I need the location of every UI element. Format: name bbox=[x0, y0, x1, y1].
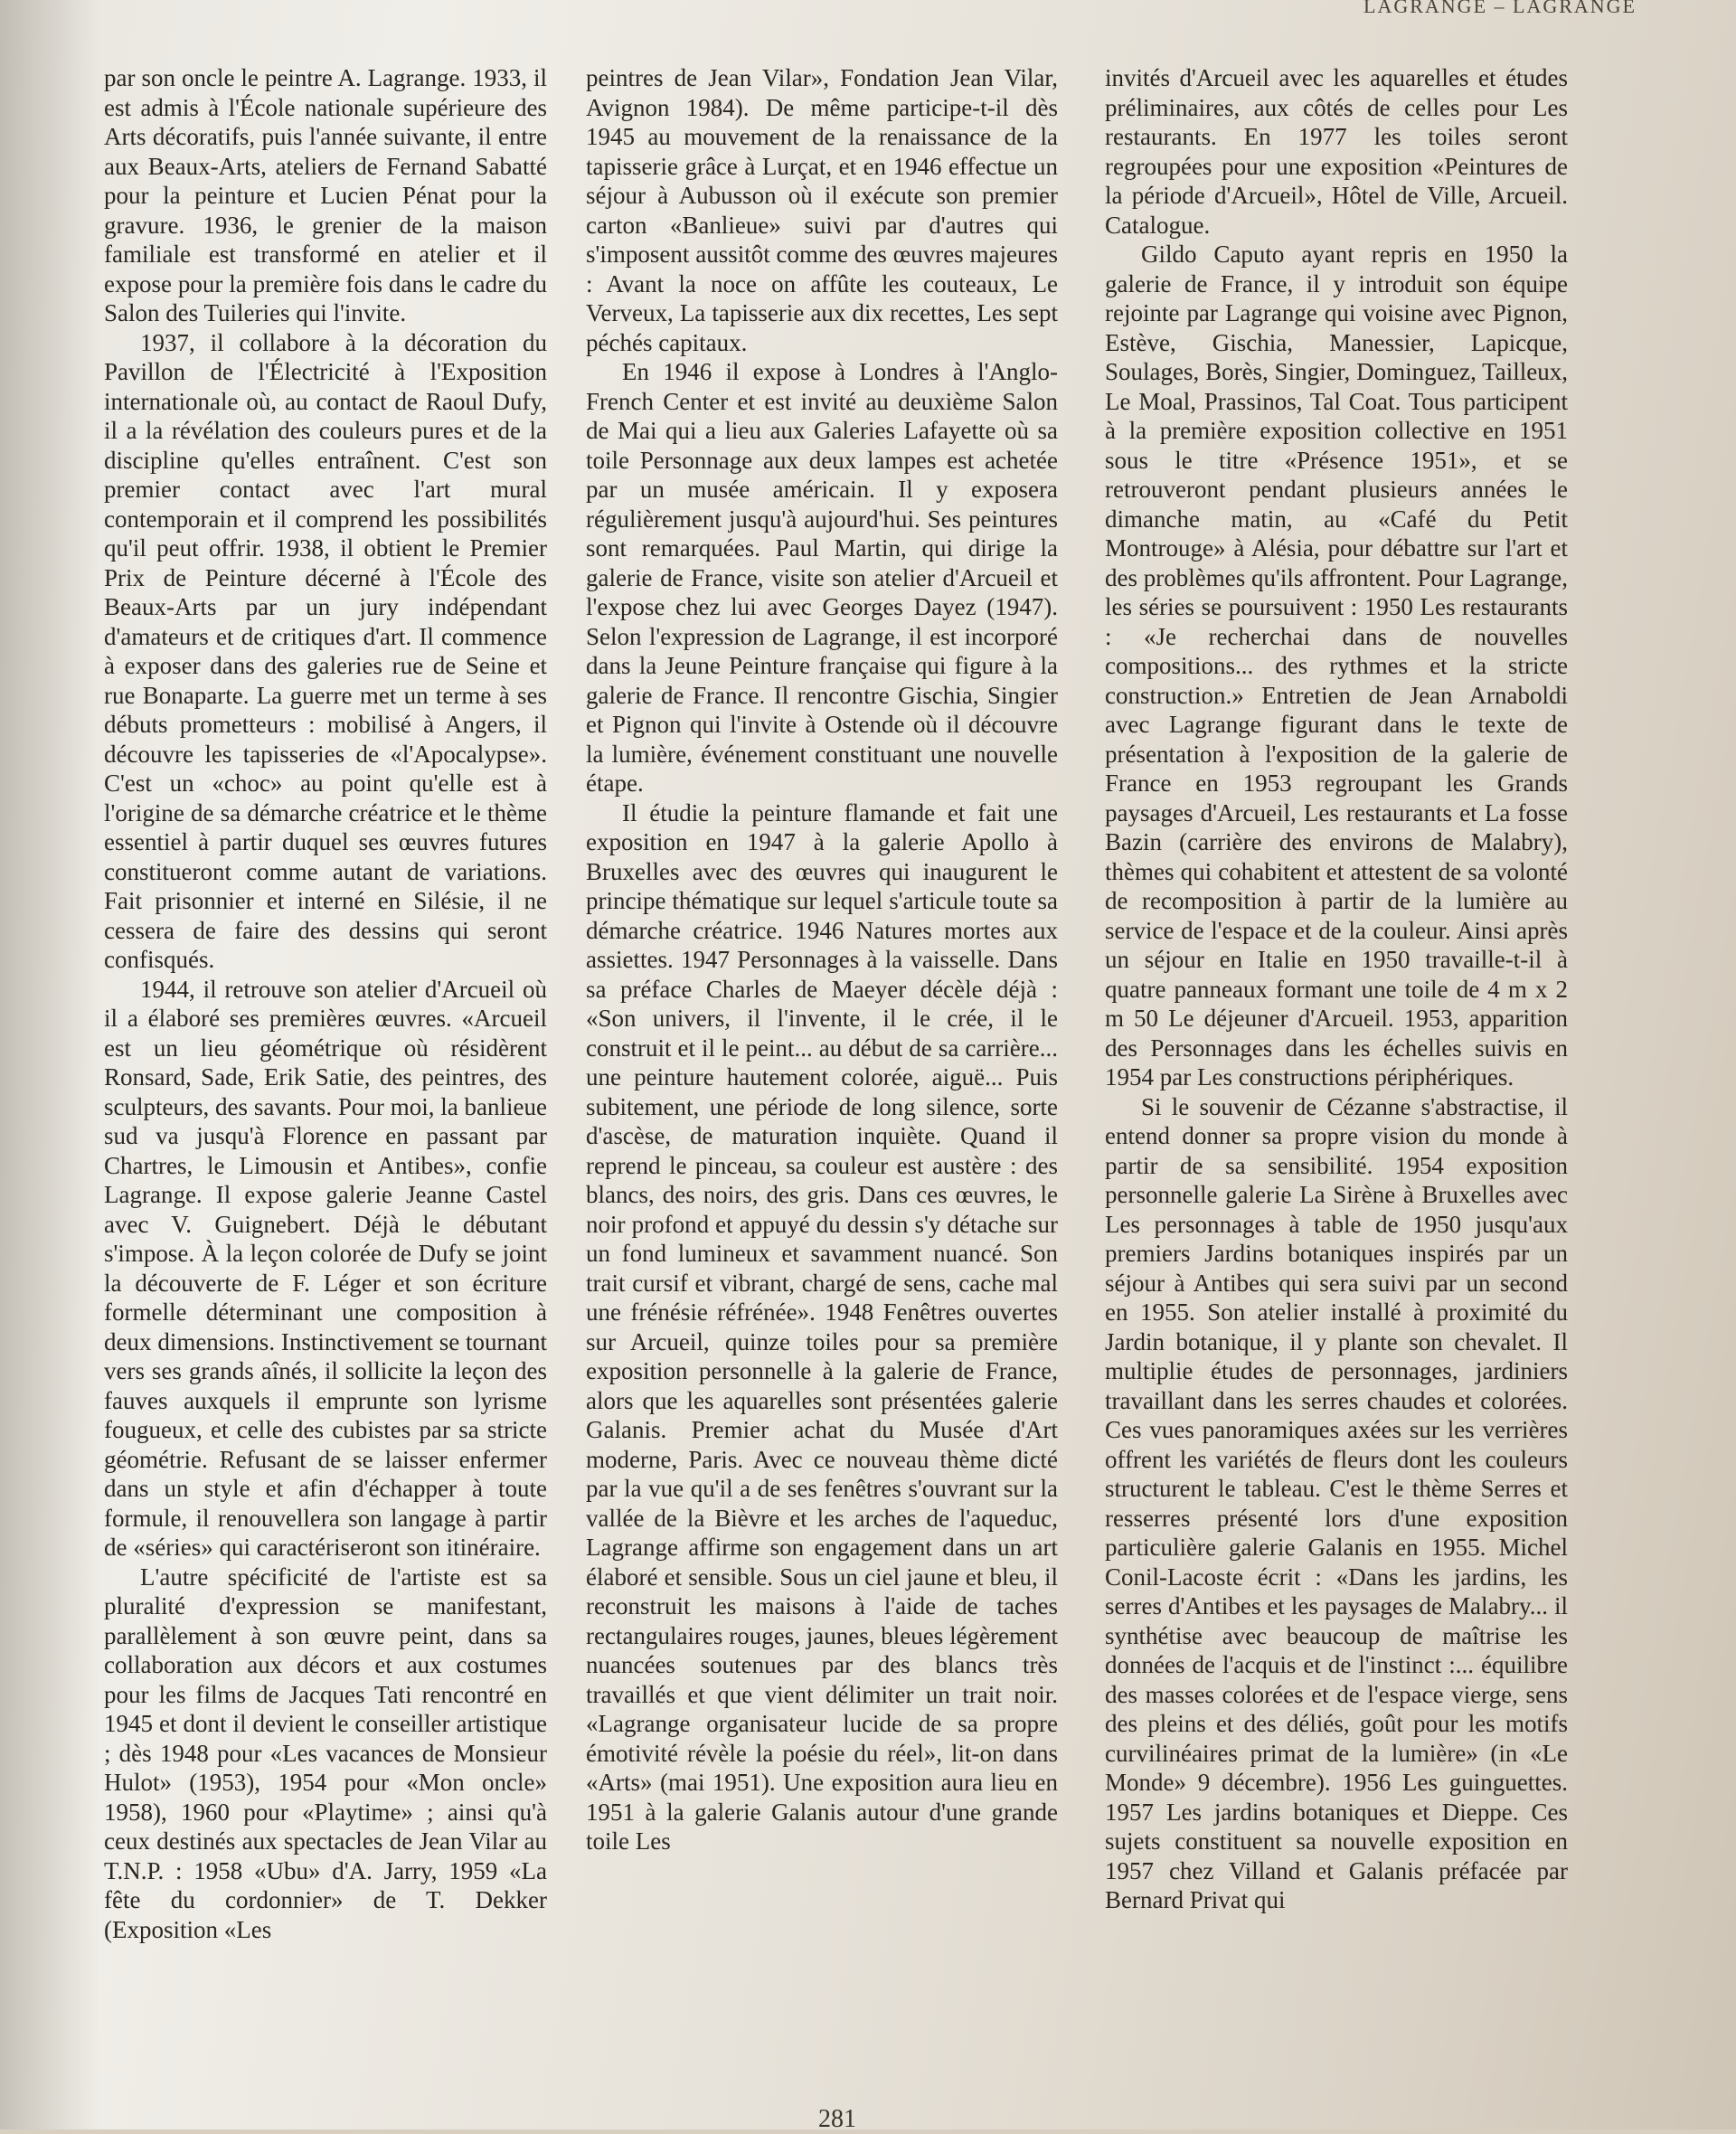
paragraph: peintres de Jean Vilar», Fondation Jean Vilar, Avignon 1984). De même participe-t-il dès 1945 au mouvement de la renaissance de la tapisserie grâce à Lurçat, et en 1946 effectue un séjour à Aubusson où il exécute son premier carton «Banlieue» suivi par d'autres qui s'imposent aussitôt comme des œuvres majeures : Avant la noce on affûte les couteaux, Le Verveux, La tapisserie aux dix recettes, Les sept péchés capitaux. bbox=[586, 64, 1058, 356]
text-column-2 bbox=[586, 63, 1058, 1856]
paragraph: par son oncle le peintre A. Lagrange. 1933, il est admis à l'École nationale supérieure des Arts décoratifs, puis l'année suivante, il entre aux Beaux-Arts, ateliers de Fernand Sabatté pour la peinture et Lucien Pénat pour la gravure. 1936, le grenier de la maison familiale est transformé en atelier et il expose pour la première fois dans le cadre du Salon des Tuileries qui l'invite. bbox=[104, 64, 547, 326]
running-head: LAGRANGE – LAGRANGE bbox=[1363, 0, 1637, 17]
paragraph: Il étudie la peinture flamande et fait une exposition en 1947 à la galerie Apollo à Bruxelles avec des œuvres qui inaugurent le principe thématique sur lequel s'articule toute sa démarche créatrice. 1946 Natures mortes aux assiettes. 1947 Personnages à la vaisselle. Dans sa préface Charles de Maeyer décèle déjà : «Son univers, il l'invente, il le crée, il le construit et il le peint... au début de sa carrière... une peinture hautement colorée, aiguë... Puis subitement, une période de long silence, sorte d'ascèse, de maturation inquiète. Quand il reprend le pinceau, sa couleur est austère : des blancs, des noirs, des gris. Dans ces œuvres, le noir profond et appuyé du dessin s'y détache sur un fond lumineux et savamment nuancé. Son trait cursif et vibrant, chargé de sens, cache mal une frénésie réfrénée». 1948 Fenêtres ouvertes sur Arcueil, quinze toiles pour sa première exposition personnelle à la galerie de France, alors que les aquarelles sont présentées galerie Galanis. Premier achat du Musée d'Art moderne, Paris. Avec ce nouveau thème dicté par la vue qu'il a de ses fenêtres s'ouvrant sur la vallée de la Bièvre et les arches de l'aqueduc, Lagrange affirme son engagement dans un art élaboré et sensible. Sous un ciel jaune et bleu, il reconstruit les maisons à l'aide de taches rectangulaires rouges, jaunes, bleues légèrement nuancées soutenues par des blancs très travaillés et que vient délimiter un trait noir. «Lagrange organisateur lucide de sa propre émotivité révèle la poésie du réel», lit-on dans «Arts» (mai 1951). Une exposition aura lieu en 1951 à la galerie Galanis autour d'une grande toile Les bbox=[586, 798, 1058, 1855]
paragraph: Gildo Caputo ayant repris en 1950 la galerie de France, il y introduit son équipe rejointe par Lagrange qui voisine avec Pignon, Estève, Gischia, Manessier, Lapicque, Soulages, Borès, Singier, Dominguez, Tailleux, Le Moal, Prassinos, Tal Coat. Tous participent à la première exposition collective en 1951 sous le titre «Présence 1951», et se retrouveront pendant plusieurs années le dimanche matin, au «Café du Petit Montrouge» à Alésia, pour débattre sur l'art et des problèmes qu'ils affrontent. Pour Lagrange, les séries se poursuivent : 1950 Les restaurants : «Je recherchai dans de nouvelles compositions... des rythmes et la stricte construction.» Entretien de Jean Arnaboldi avec Lagrange figurant dans le texte de présentation à l'exposition de la galerie de France en 1953 regroupant les Grands paysages d'Arcueil, Les restaurants et La fosse Bazin (carrière des environs de Malabry), thèmes qui cohabitent et attestent de sa volonté de recomposition à partir de la lumière au service de l'espace et de la couleur. Ainsi après un séjour en Italie en 1950 travaille-t-il à quatre panneaux formant une toile de 4 m x 2 m 50 Le déjeuner d'Arcueil. 1953, apparition des Personnages dans les échelles suivis en 1954 par Les constructions périphériques. bbox=[1105, 241, 1568, 1091]
page-gutter-shadow bbox=[0, 0, 99, 2129]
text-column-3 bbox=[1105, 63, 1568, 1915]
paragraph: 1944, il retrouve son atelier d'Arcueil où il a élaboré ses premières œuvres. «Arcueil est un lieu géométrique où résidèrent Ronsard, Sade, Erik Satie, des peintres, des sculpteurs, des savants. Pour moi, la banlieue sud va jusqu'à Florence en passant par Chartres, le Limousin et Antibes», confie Lagrange. Il expose galerie Jeanne Castel avec V. Guignebert. Déjà le débutant s'impose. À la leçon colorée de Dufy se joint la découverte de F. Léger et son écriture formelle déterminant une composition à deux dimensions. Instinctivement se tournant vers ses grands aînés, il sollicite la leçon des fauves auxquels il emprunte son lyrisme fougueux, et celle des cubistes par sa stricte géométrie. Refusant de se laisser enfermer dans un style et afin d'échapper à toute formule, il renouvellera son langage à partir de «séries» qui caractériseront son itinéraire. bbox=[104, 975, 547, 1561]
paragraph: En 1946 il expose à Londres à l'Anglo-French Center et est invité au deuxième Salon de Mai qui a lieu aux Galeries Lafayette où sa toile Personnage aux deux lampes est achetée par un musée américain. Il y exposera régulièrement jusqu'à aujourd'hui. Ses peintures sont remarquées. Paul Martin, qui dirige la galerie de France, visite son atelier d'Arcueil et l'expose chez lui avec Georges Dayez (1947). Selon l'expression de Lagrange, il est incorporé dans la Jeune Peinture française qui figure à la galerie de France. Il rencontre Gischia, Singier et Pignon qui l'invite à Ostende où il découvre la lumière, événement constituant une nouvelle étape. bbox=[586, 358, 1058, 797]
paragraph: 1937, il collabore à la décoration du Pavillon de l'Électricité à l'Exposition internationale où, au contact de Raoul Dufy, il a la révélation des couleurs pures et de la discipline qu'elles entraînent. C'est son premier contact avec l'art mural contemporain et il comprend les possibilités qu'il peut offrir. 1938, il obtient le Premier Prix de Peinture décerné à l'École des Beaux-Arts par un jury indépendant d'amateurs et de critiques d'art. Il commence à exposer dans des galeries rue de Seine et rue Bonaparte. La guerre met un terme à ses débuts prometteurs : mobilisé à Angers, il découvre les tapisseries de «l'Apocalypse». C'est un «choc» au point qu'elle est à l'origine de sa démarche créatrice et le thème essentiel à partir duquel ses œuvres futures constitueront comme autant de variations. Fait prisonnier et interné en Silésie, il ne cessera de faire des dessins qui seront confisqués. bbox=[104, 328, 547, 973]
text-column-1 bbox=[104, 63, 547, 1944]
paragraph: L'autre spécificité de l'artiste est sa pluralité d'expression se manifestant, parallèlement à son œuvre peint, dans sa collaboration aux décors et aux costumes pour les films de Jacques Tati rencontré en 1945 et dont il devient le conseiller artistique ; dès 1948 pour «Les vacances de Monsieur Hulot» (1953), 1954 pour «Mon oncle» 1958), 1960 pour «Playtime» ; ainsi qu'à ceux destinés aux spectacles de Jean Vilar au T.N.P. : 1958 «Ubu» d'A. Jarry, 1959 «La fête du cordonnier» de T. Dekker (Exposition «Les bbox=[104, 1563, 547, 1943]
paragraph: invités d'Arcueil avec les aquarelles et études préliminaires, aux côtés de celles pour Les restaurants. En 1977 les toiles seront regroupées pour une exposition «Peintures de la période d'Arcueil», Hôtel de Ville, Arcueil. Catalogue. bbox=[1105, 64, 1568, 239]
paragraph: Si le souvenir de Cézanne s'abstractise, il entend donner sa propre vision du monde à partir de sa sensibilité. 1954 exposition personnelle galerie La Sirène à Bruxelles avec Les personnages à table de 1950 jusqu'aux premiers Jardins botaniques inspirés par un séjour à Antibes qui sera suivi par un second en 1955. Son atelier installé à proximité du Jardin botanique, il y plante son chevalet. Il multiplie études de personnages, jardiniers travaillant dans les serres chaudes et colorées. Ces vues panoramiques axées sur les verrières offrent les variétés de fleurs dont les couleurs structurent le tableau. C'est le thème Serres et resserres présenté lors d'une exposition particulière galerie Galanis en 1955. Michel Conil-Lacoste écrit : «Dans les jardins, les serres d'Antibes et les paysages de Malabry... il synthétise avec beaucoup de maîtrise les données de l'acquis et de l'instinct :... équilibre des masses colorées et de l'espace vierge, sens des pleins et des déliés, goût pour les motifs curvilinéaires primat de la lumière» (in «Le Monde» 9 décembre). 1956 Les guinguettes. 1957 Les jardins botaniques et Dieppe. Ces sujets constituent sa nouvelle exposition en 1957 chez Villand et Galanis préfacée par Bernard Privat qui bbox=[1105, 1092, 1568, 1913]
page-number: 281 bbox=[818, 2105, 856, 2133]
